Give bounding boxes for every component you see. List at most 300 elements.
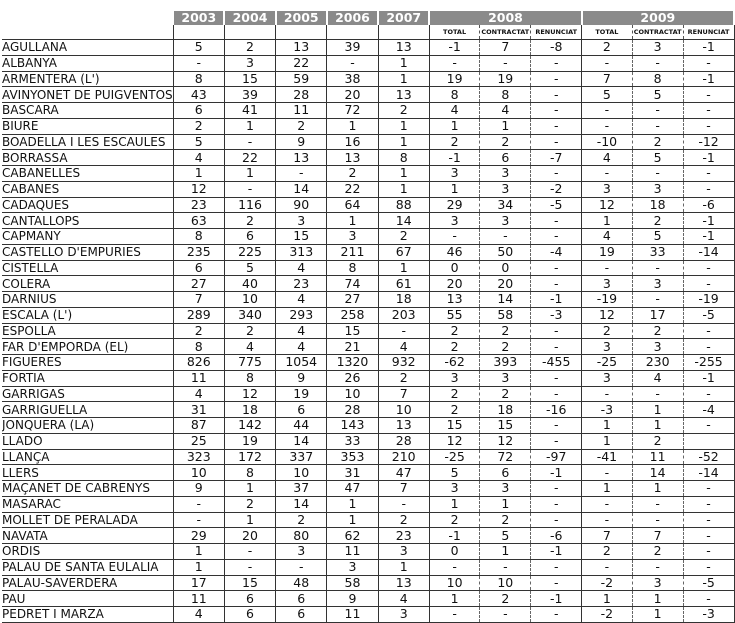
table-cell: 6 bbox=[224, 591, 275, 607]
table-cell: 2 bbox=[224, 323, 275, 339]
table-row bbox=[2, 512, 734, 528]
table-cell: - bbox=[683, 339, 734, 355]
municipality-name: BOADELLA I LES ESCAULES bbox=[2, 134, 173, 150]
table-row bbox=[2, 607, 734, 623]
table-cell: 20 bbox=[224, 528, 275, 544]
table-cell: 1 bbox=[582, 481, 633, 497]
table-cell: 3 bbox=[632, 181, 683, 197]
table-cell: 3 bbox=[276, 213, 327, 229]
table-cell: - bbox=[531, 433, 582, 449]
table-cell: 12 bbox=[582, 307, 633, 323]
table-cell: 13 bbox=[276, 40, 327, 56]
table-cell: - bbox=[683, 559, 734, 575]
table-cell: 10 bbox=[429, 575, 480, 591]
table-cell: 4 bbox=[632, 370, 683, 386]
table-row bbox=[2, 370, 734, 386]
table-cell: 20 bbox=[429, 276, 480, 292]
table-cell: 142 bbox=[224, 418, 275, 434]
table-cell: -4 bbox=[531, 244, 582, 260]
table-cell: 1 bbox=[632, 591, 683, 607]
table-cell: 1 bbox=[632, 402, 683, 418]
table-cell: 3 bbox=[378, 607, 429, 623]
table-cell: 9 bbox=[276, 370, 327, 386]
municipality-name: LLADO bbox=[2, 433, 173, 449]
table-cell: -1 bbox=[531, 591, 582, 607]
table-cell: 12 bbox=[429, 433, 480, 449]
table-cell: 39 bbox=[327, 40, 378, 56]
table-cell: 4 bbox=[582, 150, 633, 166]
table-cell: - bbox=[632, 118, 683, 134]
municipality-name: BORRASSA bbox=[2, 150, 173, 166]
table-cell: 9 bbox=[173, 481, 224, 497]
table-cell: 87 bbox=[173, 418, 224, 434]
table-cell: - bbox=[531, 134, 582, 150]
table-cell: 5 bbox=[173, 40, 224, 56]
table-row bbox=[2, 449, 734, 465]
table-cell: 14 bbox=[632, 465, 683, 481]
table-cell: 5 bbox=[224, 260, 275, 276]
municipality-name: NAVATA bbox=[2, 528, 173, 544]
table-cell: 7 bbox=[632, 528, 683, 544]
table-cell: 3 bbox=[480, 166, 531, 182]
table-cell: -2 bbox=[582, 575, 633, 591]
table-cell: 11 bbox=[173, 591, 224, 607]
table-cell: - bbox=[224, 544, 275, 560]
header-year-2007: 2007 bbox=[378, 11, 429, 25]
table-row bbox=[2, 40, 734, 56]
table-cell: 11 bbox=[276, 103, 327, 119]
table-cell: - bbox=[480, 229, 531, 245]
table-cell: 19 bbox=[224, 433, 275, 449]
municipality-name: FAR D'EMPORDA (EL) bbox=[2, 339, 173, 355]
table-cell: 9 bbox=[276, 134, 327, 150]
table-row bbox=[2, 213, 734, 229]
table-cell: - bbox=[683, 181, 734, 197]
table-cell: 3 bbox=[582, 370, 633, 386]
table-cell: - bbox=[173, 496, 224, 512]
table-row bbox=[2, 292, 734, 308]
table-cell: -3 bbox=[582, 402, 633, 418]
table-cell: 5 bbox=[429, 465, 480, 481]
table-cell: - bbox=[632, 496, 683, 512]
table-cell: 775 bbox=[224, 355, 275, 371]
table-cell: - bbox=[531, 260, 582, 276]
municipality-name: ORDIS bbox=[2, 544, 173, 560]
table-cell: 1 bbox=[173, 559, 224, 575]
table-cell: 74 bbox=[327, 276, 378, 292]
table-cell: -5 bbox=[531, 197, 582, 213]
table-cell: 20 bbox=[327, 87, 378, 103]
table-cell: 1 bbox=[582, 418, 633, 434]
table-cell: 2 bbox=[632, 323, 683, 339]
table-cell: 8 bbox=[327, 260, 378, 276]
table-cell: 1 bbox=[632, 607, 683, 623]
table-cell: 7 bbox=[173, 292, 224, 308]
table-cell: 10 bbox=[276, 465, 327, 481]
municipality-name: GARRIGAS bbox=[2, 386, 173, 402]
subheader-2008-contractat: CONTRACTAT bbox=[480, 25, 531, 40]
table-cell: 172 bbox=[224, 449, 275, 465]
table-cell: 230 bbox=[632, 355, 683, 371]
table-cell: 11 bbox=[327, 544, 378, 560]
table-cell: - bbox=[480, 559, 531, 575]
table-cell: 3 bbox=[632, 276, 683, 292]
table-cell: 235 bbox=[173, 244, 224, 260]
year-header-row bbox=[2, 11, 734, 25]
municipality-name: ARMENTERA (L') bbox=[2, 71, 173, 87]
subheader-2008-renunciat: RENUNCIAT bbox=[531, 25, 582, 40]
municipality-name: ALBANYA bbox=[2, 55, 173, 71]
table-cell: - bbox=[582, 260, 633, 276]
table-cell: 3 bbox=[632, 339, 683, 355]
table-cell: 62 bbox=[327, 528, 378, 544]
table-row bbox=[2, 339, 734, 355]
subheader-empty-2003 bbox=[173, 25, 224, 40]
header-year-2006: 2006 bbox=[327, 11, 378, 25]
subheader-2008-total: TOTAL bbox=[429, 25, 480, 40]
table-cell: - bbox=[683, 496, 734, 512]
table-cell: -1 bbox=[429, 150, 480, 166]
table-cell: 2 bbox=[378, 370, 429, 386]
table-cell: 33 bbox=[327, 433, 378, 449]
table-cell: -16 bbox=[531, 402, 582, 418]
table-cell: - bbox=[531, 276, 582, 292]
table-cell: 6 bbox=[276, 591, 327, 607]
table-cell: 10 bbox=[480, 575, 531, 591]
header-group-2008: 2008 bbox=[429, 11, 581, 25]
table-cell: 2 bbox=[480, 386, 531, 402]
table-cell: 17 bbox=[173, 575, 224, 591]
table-cell: 4 bbox=[276, 339, 327, 355]
table-cell: -1 bbox=[429, 528, 480, 544]
table-cell: - bbox=[582, 118, 633, 134]
municipality-name: ESCALA (L') bbox=[2, 307, 173, 323]
table-cell: - bbox=[224, 134, 275, 150]
table-cell: 26 bbox=[327, 370, 378, 386]
table-cell: 13 bbox=[378, 40, 429, 56]
table-cell: 39 bbox=[224, 87, 275, 103]
table-cell: 4 bbox=[276, 323, 327, 339]
table-cell: 2 bbox=[632, 433, 683, 449]
table-cell: - bbox=[582, 465, 633, 481]
table-cell: 1 bbox=[429, 181, 480, 197]
table-cell: - bbox=[224, 559, 275, 575]
table-cell: 22 bbox=[224, 150, 275, 166]
table-cell: 8 bbox=[173, 229, 224, 245]
table-cell: 5 bbox=[480, 528, 531, 544]
table-cell: 7 bbox=[378, 386, 429, 402]
table-cell: -19 bbox=[683, 292, 734, 308]
table-cell: 31 bbox=[173, 402, 224, 418]
table-cell: -1 bbox=[683, 71, 734, 87]
table-row bbox=[2, 528, 734, 544]
table-cell: -25 bbox=[429, 449, 480, 465]
table-cell: 7 bbox=[480, 40, 531, 56]
municipality-name: PAU bbox=[2, 591, 173, 607]
table-cell: 3 bbox=[480, 370, 531, 386]
table-cell: 1 bbox=[632, 418, 683, 434]
table-cell: - bbox=[531, 55, 582, 71]
table-cell: 2 bbox=[429, 339, 480, 355]
table-cell: 1 bbox=[224, 512, 275, 528]
table-cell: 3 bbox=[429, 370, 480, 386]
table-cell: 2 bbox=[429, 134, 480, 150]
table-cell: - bbox=[683, 103, 734, 119]
table-cell: 20 bbox=[480, 276, 531, 292]
table-cell: -97 bbox=[531, 449, 582, 465]
table-cell: - bbox=[531, 87, 582, 103]
table-cell: - bbox=[531, 370, 582, 386]
table-cell: 12 bbox=[173, 181, 224, 197]
table-cell: 88 bbox=[378, 197, 429, 213]
table-cell: 2 bbox=[429, 386, 480, 402]
table-cell: 1 bbox=[480, 118, 531, 134]
table-cell: - bbox=[531, 496, 582, 512]
subheader-2009-contractat: CONTRACTAT bbox=[632, 25, 683, 40]
header-year-2003: 2003 bbox=[173, 11, 224, 25]
table-cell: 55 bbox=[429, 307, 480, 323]
table-cell: -1 bbox=[683, 150, 734, 166]
table-cell: - bbox=[531, 166, 582, 182]
table-cell: - bbox=[683, 528, 734, 544]
table-cell: - bbox=[531, 229, 582, 245]
table-cell: - bbox=[531, 103, 582, 119]
table-cell: -1 bbox=[683, 229, 734, 245]
table-cell: 12 bbox=[582, 197, 633, 213]
table-cell bbox=[683, 433, 734, 449]
table-cell: - bbox=[582, 55, 633, 71]
table-cell: -1 bbox=[683, 213, 734, 229]
municipality-name: CISTELLA bbox=[2, 260, 173, 276]
table-cell: - bbox=[582, 512, 633, 528]
table-cell: - bbox=[531, 481, 582, 497]
municipality-name: PALAU DE SANTA EULALIA bbox=[2, 559, 173, 575]
municipality-name: FIGUERES bbox=[2, 355, 173, 371]
table-cell: 15 bbox=[224, 71, 275, 87]
table-cell: 1 bbox=[429, 496, 480, 512]
table-cell: 1 bbox=[378, 181, 429, 197]
header-group-2009: 2009 bbox=[582, 11, 734, 25]
table-row bbox=[2, 181, 734, 197]
municipality-name: DARNIUS bbox=[2, 292, 173, 308]
header-year-2005: 2005 bbox=[276, 11, 327, 25]
table-cell: 38 bbox=[327, 71, 378, 87]
table-cell: - bbox=[632, 512, 683, 528]
table-cell: 5 bbox=[632, 150, 683, 166]
table-cell: 3 bbox=[582, 339, 633, 355]
table-cell: 2 bbox=[582, 544, 633, 560]
table-cell: 2 bbox=[276, 512, 327, 528]
table-cell: 6 bbox=[173, 103, 224, 119]
table-cell: 12 bbox=[224, 386, 275, 402]
table-cell: 2 bbox=[632, 213, 683, 229]
table-cell: 3 bbox=[582, 181, 633, 197]
table-cell: 15 bbox=[276, 229, 327, 245]
table-cell: - bbox=[632, 55, 683, 71]
table-cell: -3 bbox=[683, 607, 734, 623]
table-cell: 13 bbox=[276, 150, 327, 166]
table-cell: 2 bbox=[429, 323, 480, 339]
table-cell: 21 bbox=[327, 339, 378, 355]
table-cell: - bbox=[531, 559, 582, 575]
table-cell: - bbox=[632, 260, 683, 276]
table-cell: 116 bbox=[224, 197, 275, 213]
table-row bbox=[2, 87, 734, 103]
table-cell: 29 bbox=[173, 528, 224, 544]
table-cell: 1 bbox=[378, 55, 429, 71]
table-cell: 1 bbox=[173, 166, 224, 182]
table-cell: 2 bbox=[378, 229, 429, 245]
table-cell: 4 bbox=[276, 292, 327, 308]
table-cell: 2 bbox=[480, 339, 531, 355]
subheader-empty-2006 bbox=[327, 25, 378, 40]
table-cell: 6 bbox=[276, 607, 327, 623]
municipality-name: CASTELLO D'EMPURIES bbox=[2, 244, 173, 260]
table-cell: 43 bbox=[173, 87, 224, 103]
municipality-name: CAPMANY bbox=[2, 229, 173, 245]
table-row bbox=[2, 402, 734, 418]
table-cell: 3 bbox=[327, 229, 378, 245]
table-cell: - bbox=[173, 512, 224, 528]
table-cell: 72 bbox=[480, 449, 531, 465]
table-cell: 4 bbox=[224, 339, 275, 355]
table-cell: - bbox=[327, 55, 378, 71]
table-cell: - bbox=[276, 166, 327, 182]
table-cell: 9 bbox=[327, 591, 378, 607]
table-cell: 3 bbox=[276, 544, 327, 560]
table-cell: 12 bbox=[480, 433, 531, 449]
municipality-name: CADAQUES bbox=[2, 197, 173, 213]
table-row bbox=[2, 433, 734, 449]
table-cell: 4 bbox=[173, 607, 224, 623]
table-cell: 14 bbox=[276, 181, 327, 197]
table-cell: 8 bbox=[224, 370, 275, 386]
table-cell: 2 bbox=[173, 323, 224, 339]
table-row bbox=[2, 591, 734, 607]
table-cell: 29 bbox=[429, 197, 480, 213]
table-row bbox=[2, 260, 734, 276]
table-cell: 0 bbox=[429, 260, 480, 276]
table-cell: -4 bbox=[683, 402, 734, 418]
table-cell: 7 bbox=[582, 71, 633, 87]
table-cell: 1 bbox=[378, 134, 429, 150]
table-cell: 40 bbox=[224, 276, 275, 292]
table-row bbox=[2, 418, 734, 434]
table-cell: - bbox=[378, 323, 429, 339]
table-cell: - bbox=[683, 55, 734, 71]
table-cell: -6 bbox=[531, 528, 582, 544]
table-cell: -255 bbox=[683, 355, 734, 371]
table-cell: 23 bbox=[378, 528, 429, 544]
municipality-name: FORTIA bbox=[2, 370, 173, 386]
table-cell: 58 bbox=[480, 307, 531, 323]
table-cell: -41 bbox=[582, 449, 633, 465]
table-cell: - bbox=[683, 323, 734, 339]
table-cell: 3 bbox=[224, 55, 275, 71]
table-row bbox=[2, 103, 734, 119]
table-cell: 1 bbox=[224, 118, 275, 134]
table-cell: 44 bbox=[276, 418, 327, 434]
table-cell: -1 bbox=[683, 40, 734, 56]
table-cell: 8 bbox=[224, 465, 275, 481]
table-cell: 50 bbox=[480, 244, 531, 260]
table-cell: - bbox=[632, 166, 683, 182]
table-cell: - bbox=[378, 496, 429, 512]
table-cell: - bbox=[531, 512, 582, 528]
table-cell: 225 bbox=[224, 244, 275, 260]
table-cell: 1 bbox=[582, 433, 633, 449]
table-cell: 47 bbox=[327, 481, 378, 497]
table-cell: -19 bbox=[582, 292, 633, 308]
table-row bbox=[2, 307, 734, 323]
table-row bbox=[2, 118, 734, 134]
table-cell: 19 bbox=[429, 71, 480, 87]
table-cell: 1 bbox=[327, 213, 378, 229]
municipality-name: ESPOLLA bbox=[2, 323, 173, 339]
table-cell: 13 bbox=[378, 87, 429, 103]
table-cell: 337 bbox=[276, 449, 327, 465]
table-cell: 6 bbox=[224, 229, 275, 245]
table-cell: 258 bbox=[327, 307, 378, 323]
table-cell: 4 bbox=[429, 103, 480, 119]
subheader-blank bbox=[2, 25, 173, 40]
table-cell: 10 bbox=[327, 386, 378, 402]
table-cell: - bbox=[429, 607, 480, 623]
table-row bbox=[2, 465, 734, 481]
table-cell: -2 bbox=[582, 607, 633, 623]
table-cell: 19 bbox=[276, 386, 327, 402]
table-cell: 289 bbox=[173, 307, 224, 323]
table-cell: - bbox=[683, 276, 734, 292]
table-cell: 5 bbox=[632, 229, 683, 245]
table-cell: 47 bbox=[378, 465, 429, 481]
table-cell: 33 bbox=[632, 244, 683, 260]
subheader-empty-2007 bbox=[378, 25, 429, 40]
table-cell: 4 bbox=[173, 150, 224, 166]
table-cell: 8 bbox=[173, 339, 224, 355]
municipality-name: MAÇANET DE CABRENYS bbox=[2, 481, 173, 497]
table-cell: 8 bbox=[632, 71, 683, 87]
table-cell: - bbox=[683, 544, 734, 560]
municipality-name: CABANELLES bbox=[2, 166, 173, 182]
table-row bbox=[2, 55, 734, 71]
municipality-name: MOLLET DE PERALADA bbox=[2, 512, 173, 528]
table-cell: 3 bbox=[632, 575, 683, 591]
table-cell: 4 bbox=[173, 386, 224, 402]
table-row bbox=[2, 71, 734, 87]
table-cell: 1 bbox=[632, 481, 683, 497]
table-cell: 2 bbox=[632, 544, 683, 560]
table-cell: - bbox=[683, 418, 734, 434]
table-cell: - bbox=[531, 386, 582, 402]
table-cell: -7 bbox=[531, 150, 582, 166]
table-cell: - bbox=[531, 418, 582, 434]
table-cell: 3 bbox=[480, 481, 531, 497]
table-cell: 7 bbox=[582, 528, 633, 544]
table-cell: -1 bbox=[683, 370, 734, 386]
table-cell: 210 bbox=[378, 449, 429, 465]
table-cell: 7 bbox=[378, 481, 429, 497]
table-cell: 1 bbox=[480, 544, 531, 560]
table-cell: 1 bbox=[224, 166, 275, 182]
table-cell: 4 bbox=[480, 103, 531, 119]
table-row bbox=[2, 229, 734, 245]
table-cell: - bbox=[683, 591, 734, 607]
table-cell: 64 bbox=[327, 197, 378, 213]
table-cell: 2 bbox=[480, 134, 531, 150]
table-cell: 3 bbox=[429, 213, 480, 229]
table-cell: 8 bbox=[378, 150, 429, 166]
